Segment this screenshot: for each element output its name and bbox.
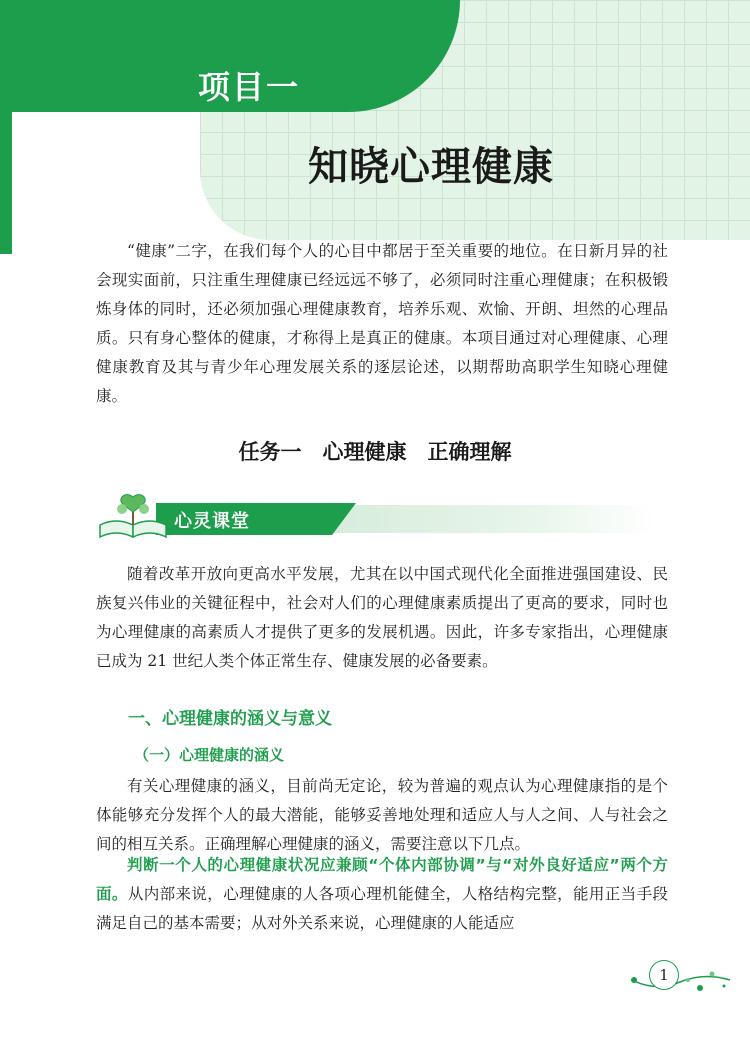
heading-level-2: （一）心理健康的涵义 — [134, 746, 285, 764]
intro-paragraph: “健康”二字，在我们每个人的心目中都居于至关重要的地位。在日新月异的社会现实面前，只注重生理健康已经远远不够了，必须同时注重心理健康；在积极锻炼身体的同时，还必须加强心理健康教育，培养乐观、欢愉、开朗、坦然的心理品质。只有身心整体的健康，才称得上是真正的健康。本项目通过对心理健康、心理健康教育及其与青少年心理发展关系的逐层论述，以期帮助高职学生知晓心理健康。 — [96, 242, 668, 405]
page-number-ornament — [626, 958, 736, 994]
emphasis-text: 判断一个人的心理健康状况应兼顾“个体内部协调”与“对外良好适应”两个方面。 — [96, 856, 668, 903]
paragraph-continuation: 从内部来说，心理健康的人各项心理机能健全，人格结构完整，能用正当手段满足自己的基本需要；从对外关系来说，心理健康的人能适应 — [96, 885, 668, 932]
page-number: 1 — [649, 960, 679, 990]
open-book-tree-icon — [96, 491, 170, 541]
left-margin-strip — [0, 112, 12, 254]
section-label: 心灵课堂 — [174, 511, 250, 532]
body-paragraph: 有关心理健康的涵义，目前尚无定论，较为普遍的观点认为心理健康指的是个体能够充分发挥个人的最大潜能，能够妥善地处理和适应人与人之间、人与社会之间的相互关系。正确理解心理健康的涵义，需要注意以下几点。 — [96, 777, 668, 853]
section-paragraph: 随着改革开放向更高水平发展，尤其在以中国式现代化全面推进强国建设、民族复兴伟业的关键征程中，社会对人们的心理健康素质提出了更高的要求，同时也为心理健康的高素质人才提供了更多的发展机遇。因此，许多专家指出，心理健康已成为 21 世纪人类个体正常生存、健康发展的必备要素。 — [96, 565, 668, 670]
task-title: 任务一 心理健康 正确理解 — [238, 440, 512, 464]
page-title: 知晓心理健康 — [308, 144, 554, 190]
page-ornament-icon — [626, 958, 736, 994]
heading-level-1: 一、心理健康的涵义与意义 — [128, 709, 332, 729]
project-label: 项目一 — [198, 68, 301, 106]
body-paragraph-emphasis — [96, 851, 668, 938]
section-banner — [96, 497, 656, 539]
